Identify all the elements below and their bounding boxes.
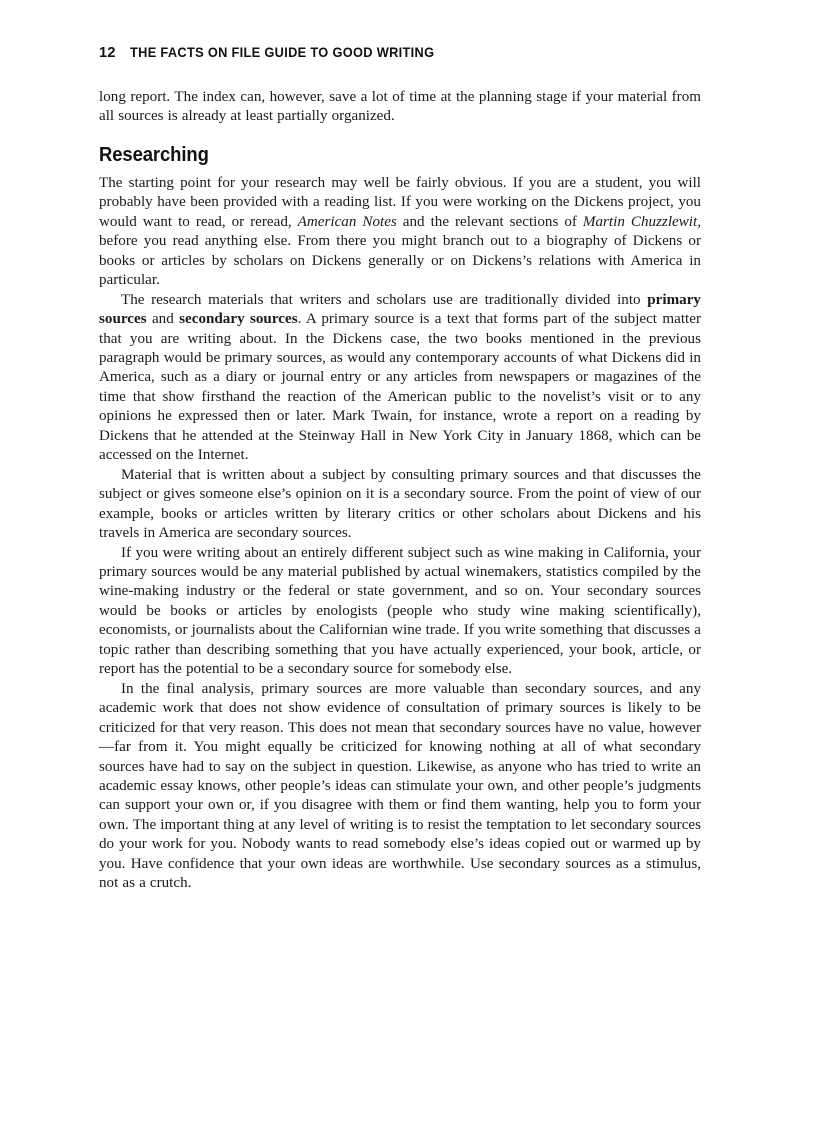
paragraph-2 [99, 291, 701, 466]
paragraph-3 [99, 466, 701, 544]
paragraph-1-part-3: before you read anything else. From there you might branch out to a biography of Dickens or books or articles by scholars on Dickens generally or on Dickens’s relations with America in particular. [99, 233, 701, 289]
paragraph-continued-text: long report. The index can, however, save a lot of time at the planning stage if your material from all sources is already at least partially organized. [99, 89, 701, 125]
paragraph-1 [99, 174, 701, 291]
term-primary-sources: primary sources [99, 291, 701, 328]
text-block [99, 88, 701, 894]
paragraph-5-text: In the final analysis, primary sources are more valuable than secondary sources, and any academic work that does not show evidence of consultation of primary sources is likely to be criticized for that very reason. This does not mean that secondary sources have no value, however—far from it. You might equally be criticized for knowing nothing at all of what secondary sources have had to say on the subject in question. Likewise, as anyone who has tried to write an academic essay knows, other people’s ideas can stimulate your own, and other people’s judgments can support your own or, if you disagree with them or find them wanting, help you to form your own. The important thing at any level of writing is to resist the temptation to let secondary sources do your work for you. Nobody wants to read somebody else’s ideas copied out or warmed up by you. Have confidence that your own ideas are worthwhile. Use secondary sources as a stimulus, not as a crutch. [99, 680, 701, 892]
spacer-after-heading [99, 166, 701, 174]
paragraph-5 [99, 680, 701, 894]
spacer-before-heading [99, 127, 701, 144]
paragraph-3-text: Material that is written about a subject by consulting primary sources and that discusses the subject or gives someone else’s opinion on it is a secondary source. From the point of view of our example, books or articles written by literary critics or other scholars about Dickens and his travels in America are secondary sources. [99, 466, 701, 542]
paragraph-2-part-2: and [146, 311, 180, 328]
section-heading: Researching [99, 142, 209, 166]
book-title-martin-chuzzlewit: Martin Chuzzlewit, [582, 213, 701, 230]
paragraph-2-part-1: The research materials that writers and scholars use are traditionally divided into [121, 291, 648, 308]
book-title-american-notes: American Notes [297, 213, 397, 230]
running-head-title: THE FACTS ON FILE GUIDE TO GOOD WRITING [129, 45, 435, 60]
paragraph-4-text: If you were writing about an entirely different subject such as wine making in California, your primary sources would be any material published by actual winemakers, statistics compiled by the wine-making industry or the federal or state government, and so on. Your secondary sources would be books or articles by enologists (people who study wine making scientifically), economists, or journalists about the Californian wine trade. If you write something that discusses a topic rather than describing something that you have actually experienced, your book, article, or report has the potential to be a secondary source for somebody else. [99, 544, 701, 678]
paragraph-continued [99, 88, 701, 127]
paragraph-4 [99, 544, 701, 680]
term-secondary-sources: secondary sources [179, 311, 298, 328]
page-number: 12 [99, 45, 116, 61]
paragraph-1-part-2: and the relevant sections of [396, 213, 583, 230]
paragraph-2-part-3: . A primary source is a text that forms part of the subject matter that you are writing about. In the Dickens case, the two books mentioned in the previous paragraph would be primary sources, as would any contemporary accounts of what Dickens did in America, such as a diary or journal entry or any articles from newspapers or magazines of the time that show firsthand the reaction of the American public to the novelist’s visit or to any opinions he expressed then or later. Mark Twain, for instance, wrote a report on a reading by Dickens that he attended at the Steinway Hall in New York City in January 1868, which can be accessed on the Internet. [99, 311, 701, 464]
paragraph-1-part-1: The starting point for your research may well be fairly obvious. If you are a student, you will probably have been provided with a reading list. If you were working on the Dickens project, you would want to read, or reread, [99, 174, 701, 230]
running-head [99, 45, 701, 61]
